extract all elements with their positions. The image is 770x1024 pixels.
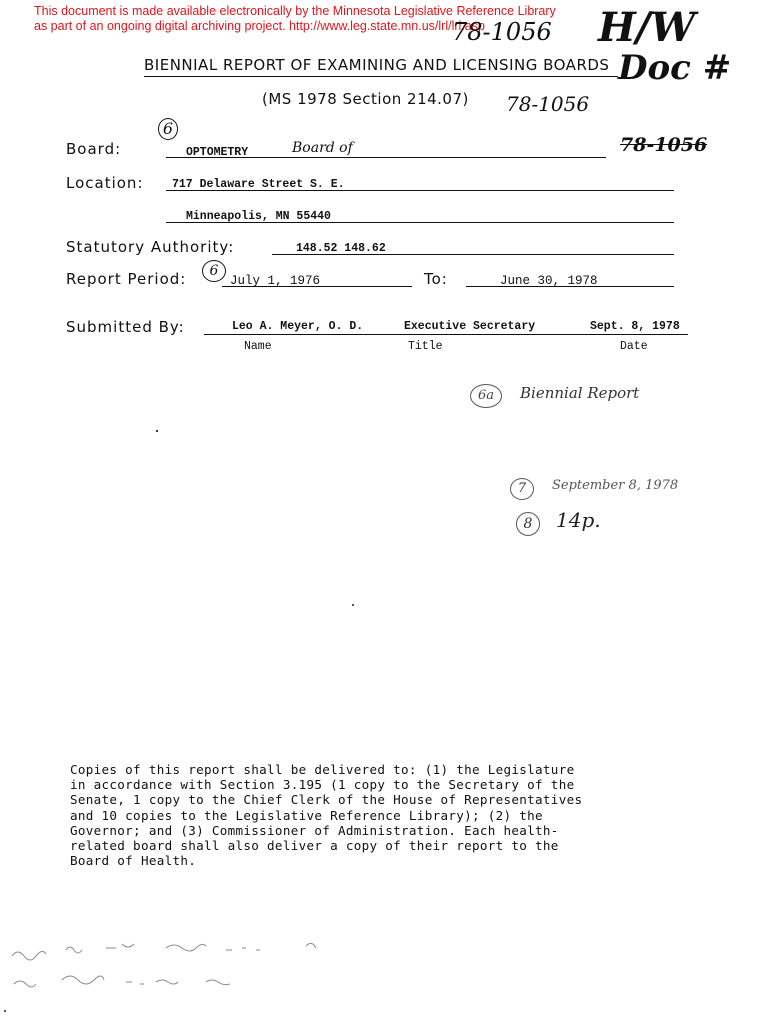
location-line-1: 717 Delaware Street S. E. <box>172 178 345 191</box>
speck <box>156 430 158 432</box>
period-to-underline <box>466 286 674 287</box>
name-caption: Name <box>244 340 272 353</box>
handwritten-date-note: September 8, 1978 <box>552 478 679 493</box>
speck <box>352 604 354 606</box>
notice-line: Board of Health. <box>70 853 197 869</box>
report-period-to: June 30, 1978 <box>500 274 598 288</box>
location-underline-2 <box>166 222 674 223</box>
page-title: BIENNIAL REPORT OF EXAMINING AND LICENSING BOARDS <box>144 56 610 74</box>
submitted-name: Leo A. Meyer, O. D. <box>232 320 364 333</box>
location-underline-1 <box>166 190 674 191</box>
handwritten-doc-number-top: 78-1056 <box>452 18 552 46</box>
handwritten-doc-mark: Doc # <box>618 48 732 88</box>
board-label: Board: <box>66 140 122 158</box>
handwritten-doc-number-title: 78-1056 <box>506 92 590 116</box>
report-period-from: July 1, 1976 <box>230 274 321 288</box>
title-caption: Title <box>408 340 443 353</box>
handwritten-biennial-note: Biennial Report <box>520 384 640 402</box>
submitted-date: Sept. 8, 1978 <box>590 320 680 333</box>
handwritten-circle-6b: 6 <box>202 260 226 282</box>
submitted-by-label: Submitted By: <box>66 318 185 336</box>
speck <box>4 1010 6 1012</box>
distribution-notice <box>70 762 710 868</box>
handwritten-pages-note: 14p. <box>556 508 601 532</box>
page-subtitle: (MS 1978 Section 214.07) <box>262 90 469 108</box>
title-underline <box>144 76 618 77</box>
authority-value: 148.52 148.62 <box>296 242 386 255</box>
handwritten-doc-number-crossed: 78-1056 <box>620 134 708 156</box>
location-line-2: Minneapolis, MN 55440 <box>186 210 331 223</box>
bleed-through-marks <box>6 936 336 996</box>
board-value: OPTOMETRY <box>186 146 249 159</box>
handwritten-hw-mark: H/W <box>598 4 696 51</box>
handwritten-board-note: Board of <box>292 140 353 156</box>
authority-underline <box>272 254 674 255</box>
date-caption: Date <box>620 340 648 353</box>
submitted-underline <box>204 334 688 335</box>
submitted-title: Executive Secretary <box>404 320 536 333</box>
report-period-label: Report Period: <box>66 270 187 288</box>
handwritten-circle-7: 7 <box>510 478 534 500</box>
archive-banner-line-1: This document is made available electronically by the Minnesota Legislative Reference Library <box>34 4 556 18</box>
to-label: To: <box>424 270 448 288</box>
handwritten-circle-6a: 6a <box>470 384 502 408</box>
period-from-underline <box>222 286 412 287</box>
notice-line: Governor; and (3) Commissioner of Administration. Each health- <box>70 822 559 838</box>
notice-line: and 10 copies to the Legislative Reference Library); (2) the <box>70 807 543 823</box>
location-label: Location: <box>66 174 144 192</box>
archive-banner-line-2: as part of an ongoing digital archiving project. http://www.leg.state.mn.us/lrl/lrl.asp <box>34 19 485 33</box>
handwritten-circle-8: 8 <box>516 512 540 536</box>
notice-line: related board shall also deliver a copy of their report to the <box>70 838 559 854</box>
board-underline <box>166 157 606 158</box>
handwritten-circle-6: 6 <box>158 118 178 140</box>
authority-label: Statutory Authority: <box>66 238 235 256</box>
notice-line: Copies of this report shall be delivered to: (1) the Legislature <box>70 762 575 777</box>
notice-line: Senate, 1 copy to the Chief Clerk of the House of Representatives <box>70 792 583 808</box>
notice-line: in accordance with Section 3.195 (1 copy to the Secretary of the <box>70 777 575 793</box>
